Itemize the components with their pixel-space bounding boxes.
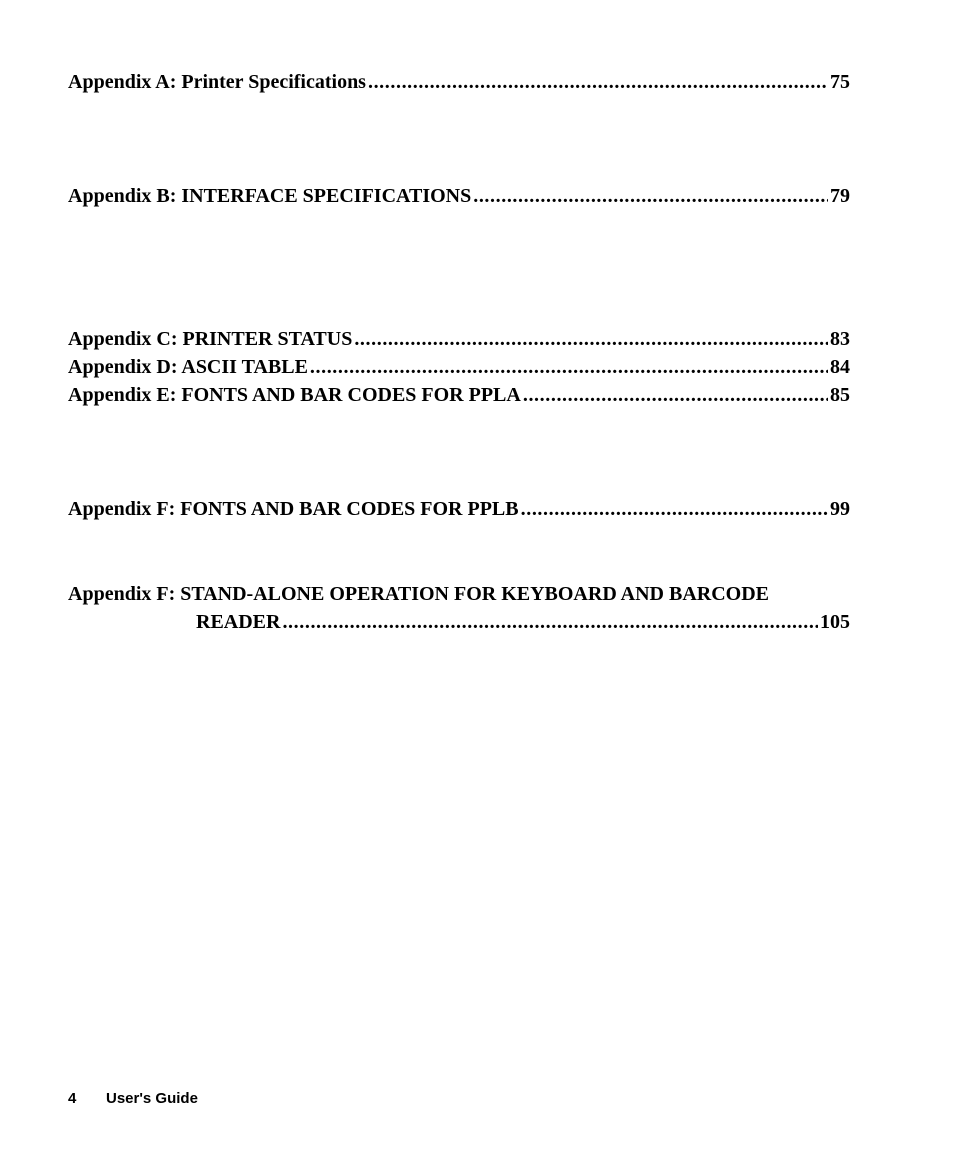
- toc-entry-title-continued: READER: [196, 611, 281, 633]
- toc-entry-page: 85: [830, 384, 850, 406]
- toc-entry-page: 79: [830, 185, 850, 207]
- toc-entry-page: 99: [830, 498, 850, 520]
- toc-entry-appendix-f-standalone[interactable]: [68, 580, 850, 636]
- toc-dot-leader: [368, 68, 828, 96]
- footer-label: User's Guide: [106, 1090, 198, 1107]
- page-footer: [68, 1089, 198, 1109]
- toc-entry-appendix-c[interactable]: [68, 325, 850, 353]
- toc-dot-leader: [521, 495, 828, 523]
- toc-entry-appendix-d[interactable]: [68, 353, 850, 381]
- toc-dot-leader: [523, 381, 828, 409]
- toc-entry-title: Appendix C: PRINTER STATUS: [68, 328, 353, 350]
- toc-entry-page: 105: [820, 611, 850, 633]
- toc-entry-appendix-f-fonts[interactable]: [68, 495, 850, 523]
- toc-dot-leader: [282, 608, 818, 636]
- toc-entry-appendix-b[interactable]: [68, 182, 850, 210]
- toc-entry-title: Appendix E: FONTS AND BAR CODES FOR PPLA: [68, 384, 521, 406]
- toc-entry-title: Appendix A: Printer Specifications: [68, 71, 366, 93]
- toc-entry-title: Appendix F: STAND-ALONE OPERATION FOR KEYBOARD AND BARCODE: [68, 583, 769, 605]
- toc-entry-appendix-a[interactable]: [68, 68, 850, 96]
- toc-entry-title: Appendix F: FONTS AND BAR CODES FOR PPLB: [68, 498, 519, 520]
- toc-dot-leader: [473, 182, 828, 210]
- footer-page-number: 4: [68, 1090, 77, 1107]
- toc-entry-appendix-e[interactable]: [68, 381, 850, 409]
- toc-entry-title: Appendix B: INTERFACE SPECIFICATIONS: [68, 185, 472, 207]
- toc-entry-page: 84: [830, 356, 850, 378]
- toc-entry-page: 83: [830, 328, 850, 350]
- toc-entry-title: Appendix D: ASCII TABLE: [68, 356, 308, 378]
- toc-entry-page: 75: [830, 71, 850, 93]
- toc-dot-leader: [354, 325, 828, 353]
- toc-dot-leader: [310, 353, 828, 381]
